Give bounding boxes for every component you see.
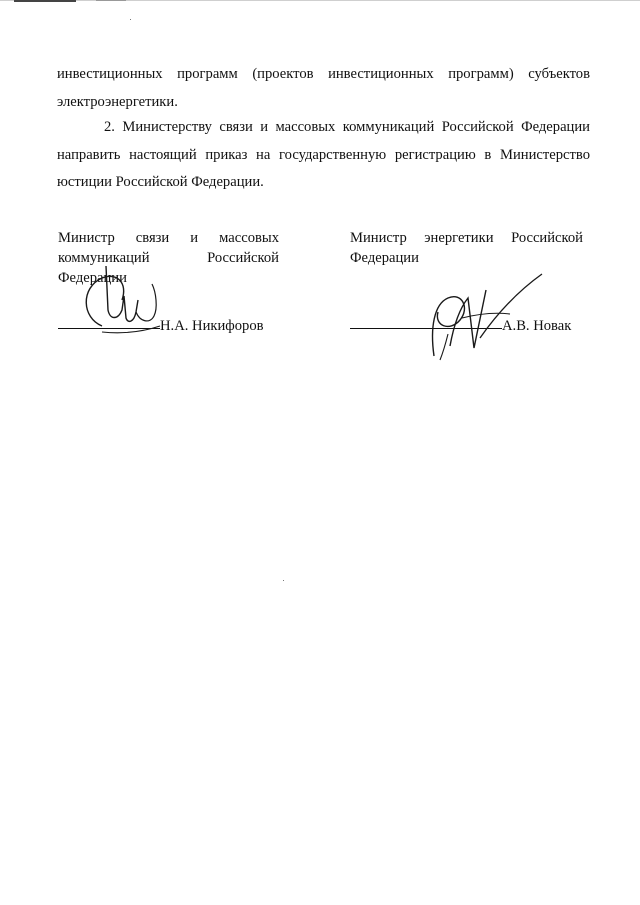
paragraph-continuation: инвестиционных программ (проектов инвестиционных программ) субъектов электроэнергетики. bbox=[57, 66, 590, 110]
scan-artifact bbox=[96, 0, 126, 1]
right-handwritten-signature bbox=[404, 268, 554, 368]
left-handwritten-signature bbox=[62, 248, 182, 358]
scan-speck bbox=[283, 580, 284, 581]
left-title-line-2: коммуникаций Российской bbox=[58, 250, 279, 266]
left-title-line-3: Федерации bbox=[58, 270, 127, 286]
right-signatory-name: А.В. Новак bbox=[502, 318, 572, 334]
paragraph-2: 2. Министерству связи и массовых коммуникаций Российской Федерации направить настоящий приказ на государственную регистрацию в Министерство юстиции Российской Федерации. bbox=[57, 119, 590, 190]
scan-speck bbox=[130, 19, 131, 20]
right-signatory-title: Министр энергетики Российской Федерации bbox=[350, 230, 583, 266]
left-signatory-name: Н.А. Никифоров bbox=[160, 318, 264, 334]
left-title-line-1: Министр связи и массовых bbox=[58, 230, 279, 246]
scan-artifact bbox=[14, 0, 76, 2]
